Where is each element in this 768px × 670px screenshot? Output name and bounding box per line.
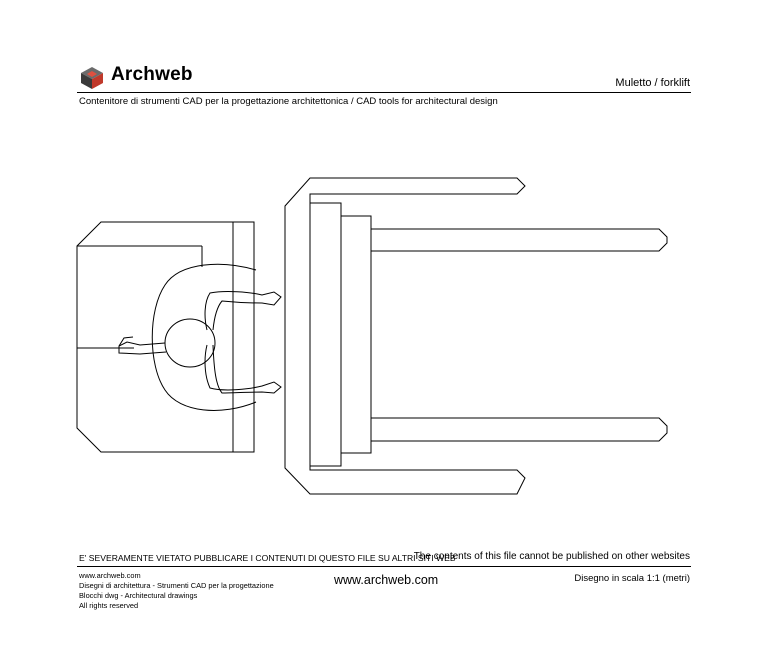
- tagline: Contenitore di strumenti CAD per la progettazione architettonica / CAD tools for architectural design: [79, 96, 498, 107]
- copyright-warning-en: The contents of this file cannot be published on other websites: [413, 551, 690, 562]
- operator-shoulders: [152, 264, 256, 410]
- credits-line: Disegni di architettura - Strumenti CAD per la progettazione: [79, 581, 274, 590]
- operator-left-arm: [205, 292, 281, 330]
- copyright-warning-it: E' SEVERAMENTE VIETATO PUBBLICARE I CONTENUTI DI QUESTO FILE SU ALTRI SITI WEB: [79, 553, 456, 563]
- credits-line: Blocchi dwg - Architectural drawings: [79, 591, 198, 600]
- footer-divider: [77, 566, 691, 567]
- fork-top: [371, 229, 667, 251]
- credits-block: [79, 571, 274, 611]
- credits-line: www.archweb.com: [79, 571, 141, 580]
- forklift-mast: [285, 178, 525, 494]
- scale-note: Disegno in scala 1:1 (metri): [574, 573, 690, 584]
- site-url[interactable]: www.archweb.com: [334, 573, 439, 587]
- drawing-title: Muletto / forklift: [615, 77, 690, 89]
- brand-name: Archweb: [111, 64, 193, 85]
- operator-head: [165, 319, 215, 367]
- fork-bottom: [371, 418, 667, 441]
- operator-right-arm: [205, 345, 281, 393]
- credits-line: All rights reserved: [79, 601, 139, 610]
